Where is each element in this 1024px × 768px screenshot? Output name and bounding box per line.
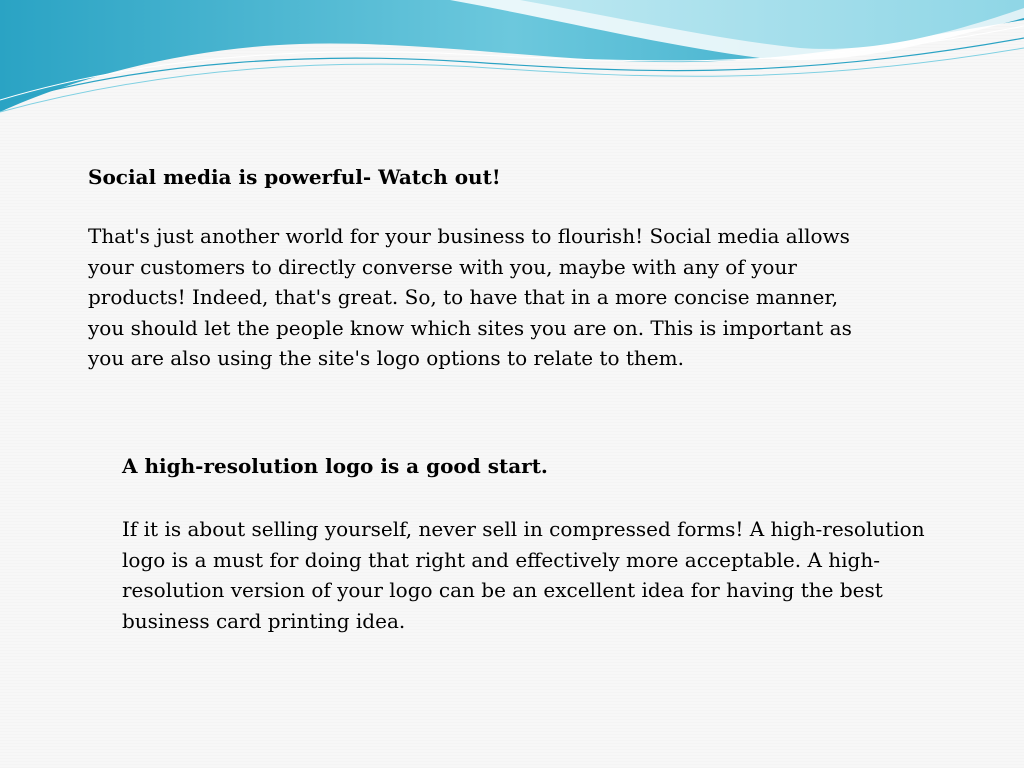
content-section-high-resolution-logo bbox=[122, 451, 972, 636]
wave-header-decoration bbox=[0, 0, 1024, 120]
section-heading: Social media is powerful- Watch out! bbox=[88, 165, 501, 189]
section-paragraph: If it is about selling yourself, never sell in compressed forms! A high-resolution logo is a must for doing that right and effectively more acceptable. A high-resolution version of your logo can be an excellent idea for having the best business card printing idea. bbox=[122, 517, 925, 633]
section-heading: A high-resolution logo is a good start. bbox=[122, 454, 548, 478]
section-paragraph: That's just another world for your business to flourish! Social media allows your customers to directly converse with you, maybe with any of your products! Indeed, that's great. So, to have that in a more concise manner, you should let the people know which sites you are on. This is important as you are also using the site's logo options to relate to them. bbox=[88, 224, 852, 371]
content-section-social-media bbox=[88, 162, 858, 374]
